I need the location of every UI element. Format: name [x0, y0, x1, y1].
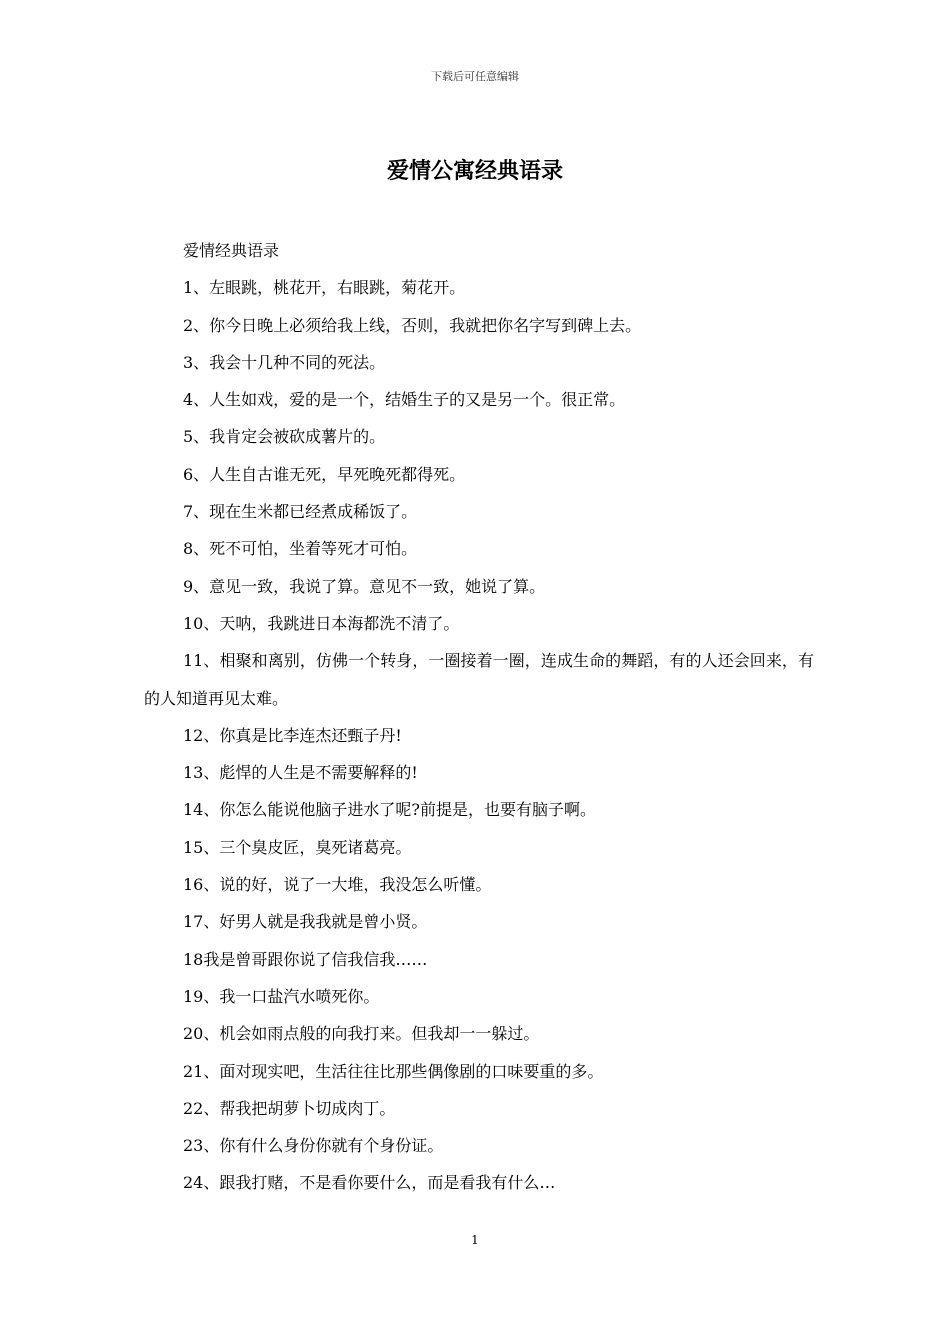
quote-item: 15、三个臭皮匠，臭死诸葛亮。: [183, 837, 412, 857]
quote-item: 4、人生如戏，爱的是一个，结婚生子的又是另一个。很正常。: [183, 390, 626, 410]
quote-item: 17、好男人就是我我就是曾小贤。: [183, 912, 428, 932]
section-subtitle: 爱情经典语录: [183, 241, 280, 260]
quote-item: 8、死不可怕，坐着等死才可怕。: [183, 539, 418, 559]
quote-item: 10、天呐，我跳进日本海都洗不清了。: [183, 613, 460, 633]
quote-item: 19、我一口盐汽水喷死你。: [183, 986, 380, 1006]
quote-item: 16、说的好，说了一大堆，我没怎么听懂。: [183, 875, 492, 895]
quote-item: 1、左眼跳，桃花开，右眼跳，菊花开。: [183, 278, 466, 298]
quote-item: 14、你怎么能说他脑子进水了呢?前提是，也要有脑子啊。: [183, 800, 596, 820]
quote-item: 9、意见一致，我说了算。意见不一致，她说了算。: [183, 576, 546, 596]
quote-item: 20、机会如雨点般的向我打来。但我却一一躲过。: [183, 1024, 540, 1044]
quote-item: 7、现在生米都已经煮成稀饭了。: [183, 502, 418, 522]
page-header-note: 下载后可任意编辑: [431, 70, 519, 83]
quote-item: 21、面对现实吧，生活往往比那些偶像剧的口味要重的多。: [183, 1061, 604, 1081]
quote-item: 2、你今日晚上必须给我上线，否则，我就把你名字写到碑上去。: [183, 315, 642, 335]
quote-item: 24、跟我打赌，不是看你要什么，而是看我有什么…: [183, 1173, 556, 1193]
quote-item: 13、彪悍的人生是不需要解释的!: [183, 763, 418, 783]
quote-item: 3、我会十几种不同的死法。: [183, 352, 386, 372]
quote-item: 11、相聚和离别，仿佛一个转身，一圈接着一圈，连成生命的舞蹈，有的人还会回来，有的人知道再见太难。: [144, 651, 814, 708]
quote-item: 22、帮我把胡萝卜切成肉丁。: [183, 1098, 396, 1118]
document-title: 爱情公寓经典语录: [386, 158, 563, 184]
quote-item: 6、人生自古谁无死，早死晚死都得死。: [183, 464, 466, 484]
quote-item: 23、你有什么身份你就有个身份证。: [183, 1136, 444, 1156]
quote-item: 12、你真是比李连杰还甄子丹!: [183, 725, 402, 745]
quote-item: 5、我肯定会被砍成薯片的。: [183, 427, 386, 447]
quote-item: 18我是曾哥跟你说了信我信我……: [183, 949, 428, 969]
page-number: 1: [471, 1233, 479, 1247]
document-body: [144, 232, 814, 1202]
